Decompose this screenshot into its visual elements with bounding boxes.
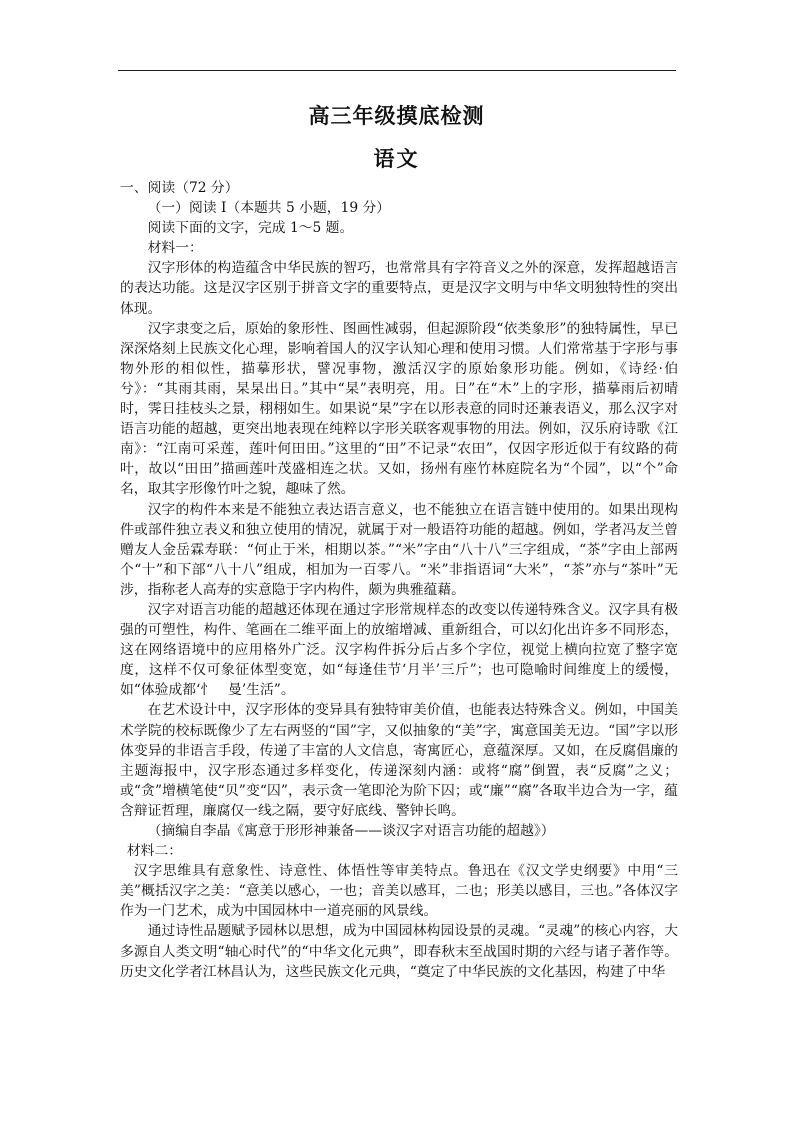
subject-title: 语文 (373, 147, 420, 171)
section-subheading: （一）阅读 I（本题共 5 小题，19 分） (147, 200, 391, 217)
material1-paragraph: 汉字的构件本来是不能独立表达语言意义，也不能独立在语言链中使用的。如果出现构件或部件独立表义和独立使用的情况，就属于对一般语符功能的超越。例如，学者冯友兰曾赠友人金岳霖寿联：“何止于米，相期以茶。”“米”字由“八十八”三字组成，“茶”字由上部两个“十”和下部“八十八”组成，相加为一百零八。“米”非指语词“大米”，“茶”亦与“茶叶”无涉，指称老人高寿的实意隐于字内构件，颇为典雅蕴藉。 (120, 501, 678, 598)
material2-paragraph: 汉字思维具有意象性、诗意性、体悟性等审美特点。鲁迅在《汉文学史纲要》中用“三美”概括汉字之美：“意美以感心，一也；音美以感耳，二也；形美以感目，三也。”各体汉字作为一门艺术，成为中国园林中一道亮丽的风景线。 (120, 863, 678, 920)
material2-label: 材料二： (126, 843, 183, 860)
header-rule (118, 70, 676, 71)
section-heading: 一、阅读（72 分） (120, 180, 239, 196)
material1-source: （摘编自李晶《寓意于形形神兼备——谈汉字对语言功能的超越》） (147, 823, 555, 839)
material1-paragraph: 在艺术设计中，汉字形体的变异具有独特审美价值，也能表达特殊含义。例如，中国美术学院的校标既像少了左右两竖的“国”字，又似抽象的“美”字，寓意国美无边。“国”字以形体变异的非语言手段，传递了丰富的人文信息，寄寓匠心，意蕴深厚。又如，在反腐倡廉的主题海报中，汉字形态通过多样变化，传递深刻内涵：或将“腐”倒置，表“反腐”之义；或“贪”增横笔使“贝”变“囚”，表示贪一笔即沦为阶下囚；或“廉”“腐”各取半边合为一字，蕴含辩证哲理，廉腐仅一线之隔，要守好底线、警钟长鸣。 (120, 702, 678, 819)
exam-title: 高三年级摸底检测 (308, 104, 485, 128)
material1-label: 材料一： (147, 240, 203, 257)
material1-paragraph: 汉字隶变之后，原始的象形性、图画性减弱，但起源阶段“依类象形”的独特属性，早已深深烙刻上民族文化心理，影响着国人的汉字认知心理和使用习惯。人们常常基于字形与事物外形的相似性，描摹形状，譬况事物，激活汉字的原始象形功能。例如，《诗经·伯兮》：“其雨其雨，杲杲出日。”其中“杲”表明亮，用。日”在“木”上的字形，描摹雨后初晴时，霁日挂枝头之景，栩栩如生。如果说“杲”字在以形表意的同时还兼表语义，那么汉字对语言功能的超越，更突出地表现在纯粹以字形关联客观事物的用法。例如，汉乐府诗歌《江南》：“江南可采莲，莲叶何田田。”这里的“田”不记录“农田”，仅因字形近似于有纹路的荷叶，故以“田田”描画莲叶茂盛相连之状。又如，扬州有座竹林庭院名为“个园”，以“个”命名，取其字形像竹叶之貌，趣味了然。 (120, 320, 678, 498)
instruction: 阅读下面的文字，完成 1～5 题。 (147, 220, 354, 237)
material1-paragraph: 汉字对语言功能的超越还体现在通过字形常规样态的改变以传递特殊含义。汉字具有极强的可塑性，构件、笔画在二维平面上的放缩增减、重新组合，可以幻化出许多不同形态，这在网络语境中的应用格外广泛。汉字构件拆分后占多个字位，视觉上横向拉宽了整字宽度，这样不仅可象征体型变宽，如“每逢佳节‘月半’三斤”；也可隐喻时间维度上的缓慢，如“体验成都‘忄 曼’生活”。 (120, 601, 678, 699)
document-body (120, 178, 678, 982)
material1-paragraph: 汉字形体的构造蕴含中华民族的智巧，也常常具有字符音义之外的深意，发挥超越语言的表达功能。这是汉字区别于拼音文字的重要特点，更是汉字文明与中华文明独特性的突出体现。 (120, 260, 678, 317)
material2-paragraph: 通过诗性品题赋予园林以思想，成为中国园林构园设景的灵魂。“灵魂”的核心内容，大多源自人类文明“轴心时代”的“中华文化元典”，即春秋末至战国时期的六经与诸子著作等。历史文化学者江林昌认为，这些民族文化元典，“奠定了中华民族的文化基因，构建了中华 (120, 923, 678, 980)
